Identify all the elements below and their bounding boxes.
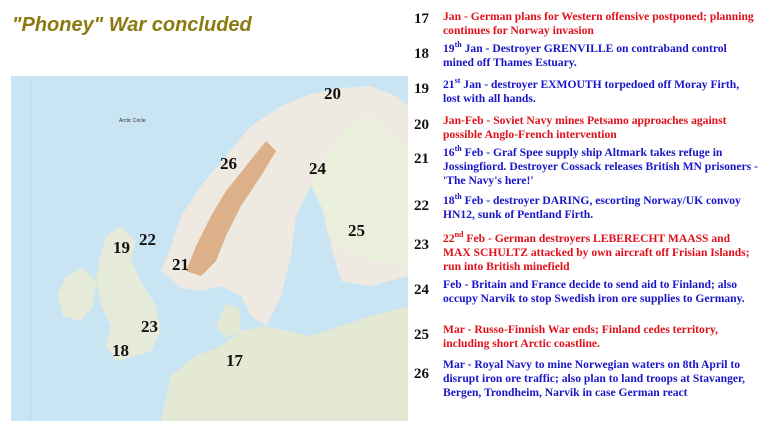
event-number: 24 xyxy=(414,282,429,298)
map-marker-22: 22 xyxy=(139,230,156,249)
event-number: 25 xyxy=(414,327,429,343)
event-number: 22 xyxy=(414,198,429,214)
event-text: 18th Feb - destroyer DARING, escorting Norway/UK convoy HN12, sunk of Pentland Firth. xyxy=(443,192,741,221)
event-text: 16th Feb - Graf Spee supply ship Altmark takes refuge in Jossingfiord. Destroyer Cossack releases British MN prisoners - 'The Navy's here!' xyxy=(443,144,758,187)
page-title: "Phoney" War concluded xyxy=(12,14,252,36)
map-marker-17: 17 xyxy=(226,351,243,370)
map-marker-23: 23 xyxy=(141,317,158,336)
event-text: 21st Jan - destroyer EXMOUTH torpedoed off Moray Firth, lost with all hands. xyxy=(443,76,740,105)
event-number: 18 xyxy=(414,46,429,62)
europe-map xyxy=(11,76,408,421)
event-text: Jan-Feb - Soviet Navy mines Petsamo approaches against possible Anglo-French intervention xyxy=(443,114,727,141)
event-number: 21 xyxy=(414,151,429,167)
event-number: 20 xyxy=(414,117,429,133)
event-text: Feb - Britain and France decide to send aid to Finland; also occupy Narvik to stop Swedish iron ore supplies to Germany. xyxy=(443,278,745,305)
event-number: 17 xyxy=(414,11,429,27)
map-marker-26: 26 xyxy=(220,154,237,173)
event-number: 26 xyxy=(414,366,429,382)
map-marker-19: 19 xyxy=(113,238,130,257)
map-marker-21: 21 xyxy=(172,255,189,274)
map-marker-18: 18 xyxy=(112,341,129,360)
event-text: Mar - Royal Navy to mine Norwegian waters on 8th April to disrupt iron ore traffic; also plan to land troops at Stavanger, Bergen, Trondheim, Narvik in case German react xyxy=(443,358,745,399)
arctic-circle-label: Arctic Circle xyxy=(119,118,146,124)
map-marker-24: 24 xyxy=(309,159,326,178)
event-text: 22nd Feb - German destroyers LEBERECHT MAASS and MAX SCHULTZ attacked by own aircraft off Frisian Islands; run into British minefield xyxy=(443,230,750,273)
map-marker-20: 20 xyxy=(324,84,341,103)
map xyxy=(11,76,408,421)
event-number: 19 xyxy=(414,81,429,97)
map-marker-25: 25 xyxy=(348,221,365,240)
event-number: 23 xyxy=(414,237,429,253)
event-text: 19th Jan - Destroyer GRENVILLE on contraband control mined off Thames Estuary. xyxy=(443,40,727,69)
event-text: Mar - Russo-Finnish War ends; Finland cedes territory, including short Arctic coastline. xyxy=(443,323,719,350)
event-text: Jan - German plans for Western offensive postponed; planning continues for Norway invasion xyxy=(443,10,754,37)
